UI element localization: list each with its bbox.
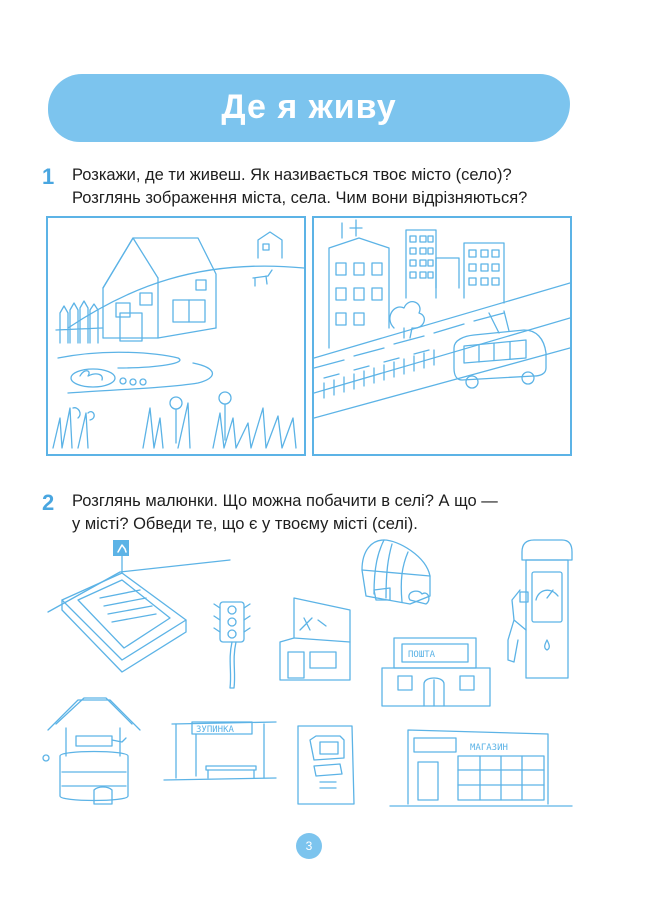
task-1-text	[72, 164, 527, 210]
city-scene	[312, 216, 572, 456]
village-scene	[46, 216, 306, 456]
task-1-line-1: Розкажи, де ти живеш. Як називається твоє місто (село)?	[72, 166, 512, 184]
pharmacy-building-icon	[280, 598, 350, 680]
task-1-line-2: Розглянь зображення міста, села. Чим вони відрізняються?	[72, 189, 528, 207]
bus-stop-sign: ЗУПИНКА	[196, 725, 234, 735]
task-1-number: 1	[42, 164, 55, 189]
water-well-icon	[43, 698, 140, 804]
title-banner	[48, 74, 570, 142]
sandbox-icon	[48, 540, 230, 672]
shop-sign: МАГАЗИН	[470, 743, 508, 753]
traffic-light-icon	[214, 602, 250, 688]
shop-icon	[390, 730, 572, 806]
fuel-pump-icon	[508, 540, 572, 678]
greenhouse-icon	[362, 540, 430, 604]
post-office-icon	[382, 638, 490, 706]
task-2-line-2: у місті? Обведи те, що є у твоєму місті (селі).	[72, 515, 418, 533]
page-title: Де я живу	[221, 88, 397, 126]
bus-stop-icon	[164, 722, 276, 780]
task-2-line-1: Розглянь малюнки. Що можна побачити в селі? А що —	[72, 492, 498, 510]
task-2-number: 2	[42, 490, 55, 515]
task-2-text	[72, 490, 498, 536]
atm-icon	[298, 726, 354, 804]
page-number: 3	[296, 833, 322, 859]
post-office-sign: ПОШТА	[408, 650, 436, 660]
